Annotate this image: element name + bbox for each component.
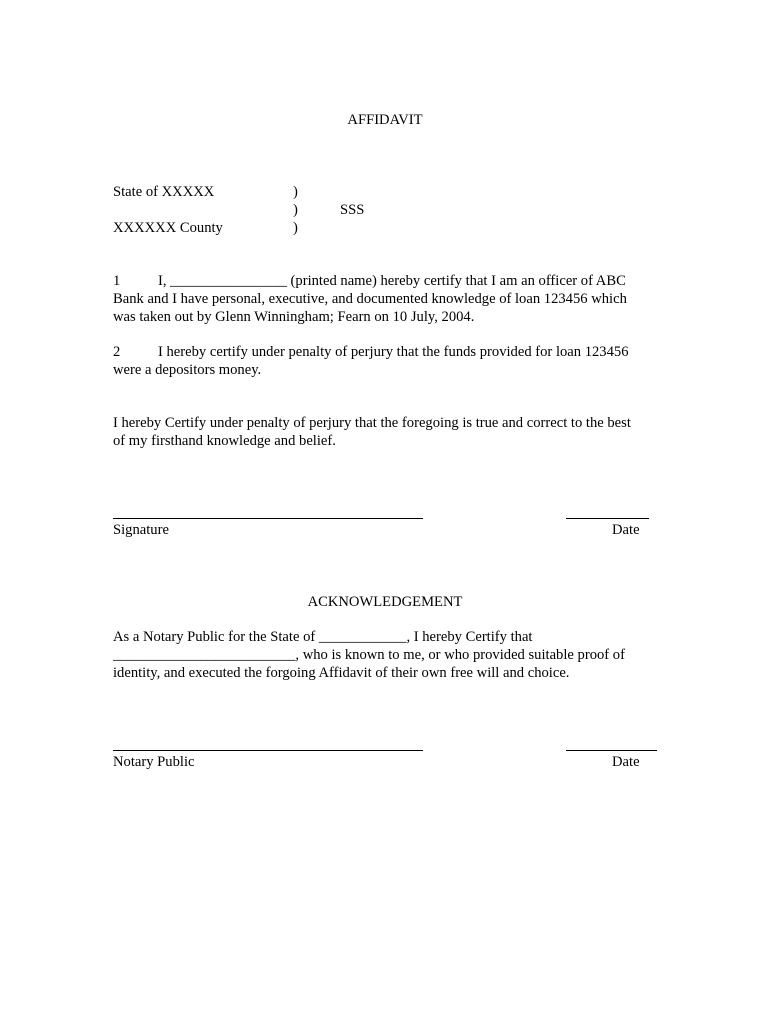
venue-sss: SSS <box>340 202 365 218</box>
signature-date-line <box>566 518 649 519</box>
paragraph-2-text-2: were a depositors money. <box>113 362 262 378</box>
venue-state: State of XXXXX <box>113 184 215 200</box>
acknowledgement-text-2: _________________________, who is known to me, or who provided suitable proof of <box>113 647 625 663</box>
notary-signature-line <box>113 750 423 751</box>
paragraph-1-text-3: was taken out by Glenn Winningham; Fearn on 10 July, 2004. <box>113 309 475 325</box>
certification-text-1: I hereby Certify under penalty of perjury that the foregoing is true and correct to the best <box>113 415 631 431</box>
notary-label: Notary Public <box>113 754 195 770</box>
paragraph-2-text-1: I hereby certify under penalty of perjury that the funds provided for loan 123456 <box>158 344 629 360</box>
acknowledgement-text-3: identity, and executed the forgoing Affidavit of their own free will and choice. <box>113 665 570 681</box>
certification-paragraph <box>113 414 653 450</box>
venue-county: XXXXXX County <box>113 220 223 236</box>
notary-date-label: Date <box>612 754 640 770</box>
venue-paren-1: ) <box>293 184 298 200</box>
paragraph-1 <box>113 272 653 326</box>
signature-line <box>113 518 423 519</box>
paragraph-1-text-2: Bank and I have personal, executive, and documented knowledge of loan 123456 which <box>113 291 627 307</box>
paragraph-2 <box>113 343 653 379</box>
document-title: AFFIDAVIT <box>347 112 423 128</box>
paragraph-1-line-1 <box>113 272 653 290</box>
venue-paren-3: ) <box>293 220 298 236</box>
paragraph-2-number: 2 <box>113 344 121 360</box>
signature-label: Signature <box>113 522 169 538</box>
paragraph-2-line-1 <box>113 343 653 361</box>
venue-paren-2: ) <box>293 202 298 218</box>
acknowledgement-title: ACKNOWLEDGEMENT <box>307 594 463 610</box>
acknowledgement-paragraph <box>113 628 653 682</box>
paragraph-1-number: 1 <box>113 273 121 289</box>
notary-date-line <box>566 750 657 751</box>
acknowledgement-text-1: As a Notary Public for the State of ____________, I hereby Certify that <box>113 629 533 645</box>
certification-text-2: of my firsthand knowledge and belief. <box>113 433 336 449</box>
paragraph-1-text-1: I, ________________ (printed name) hereby certify that I am an officer of ABC <box>158 273 626 289</box>
signature-date-label: Date <box>612 522 640 538</box>
